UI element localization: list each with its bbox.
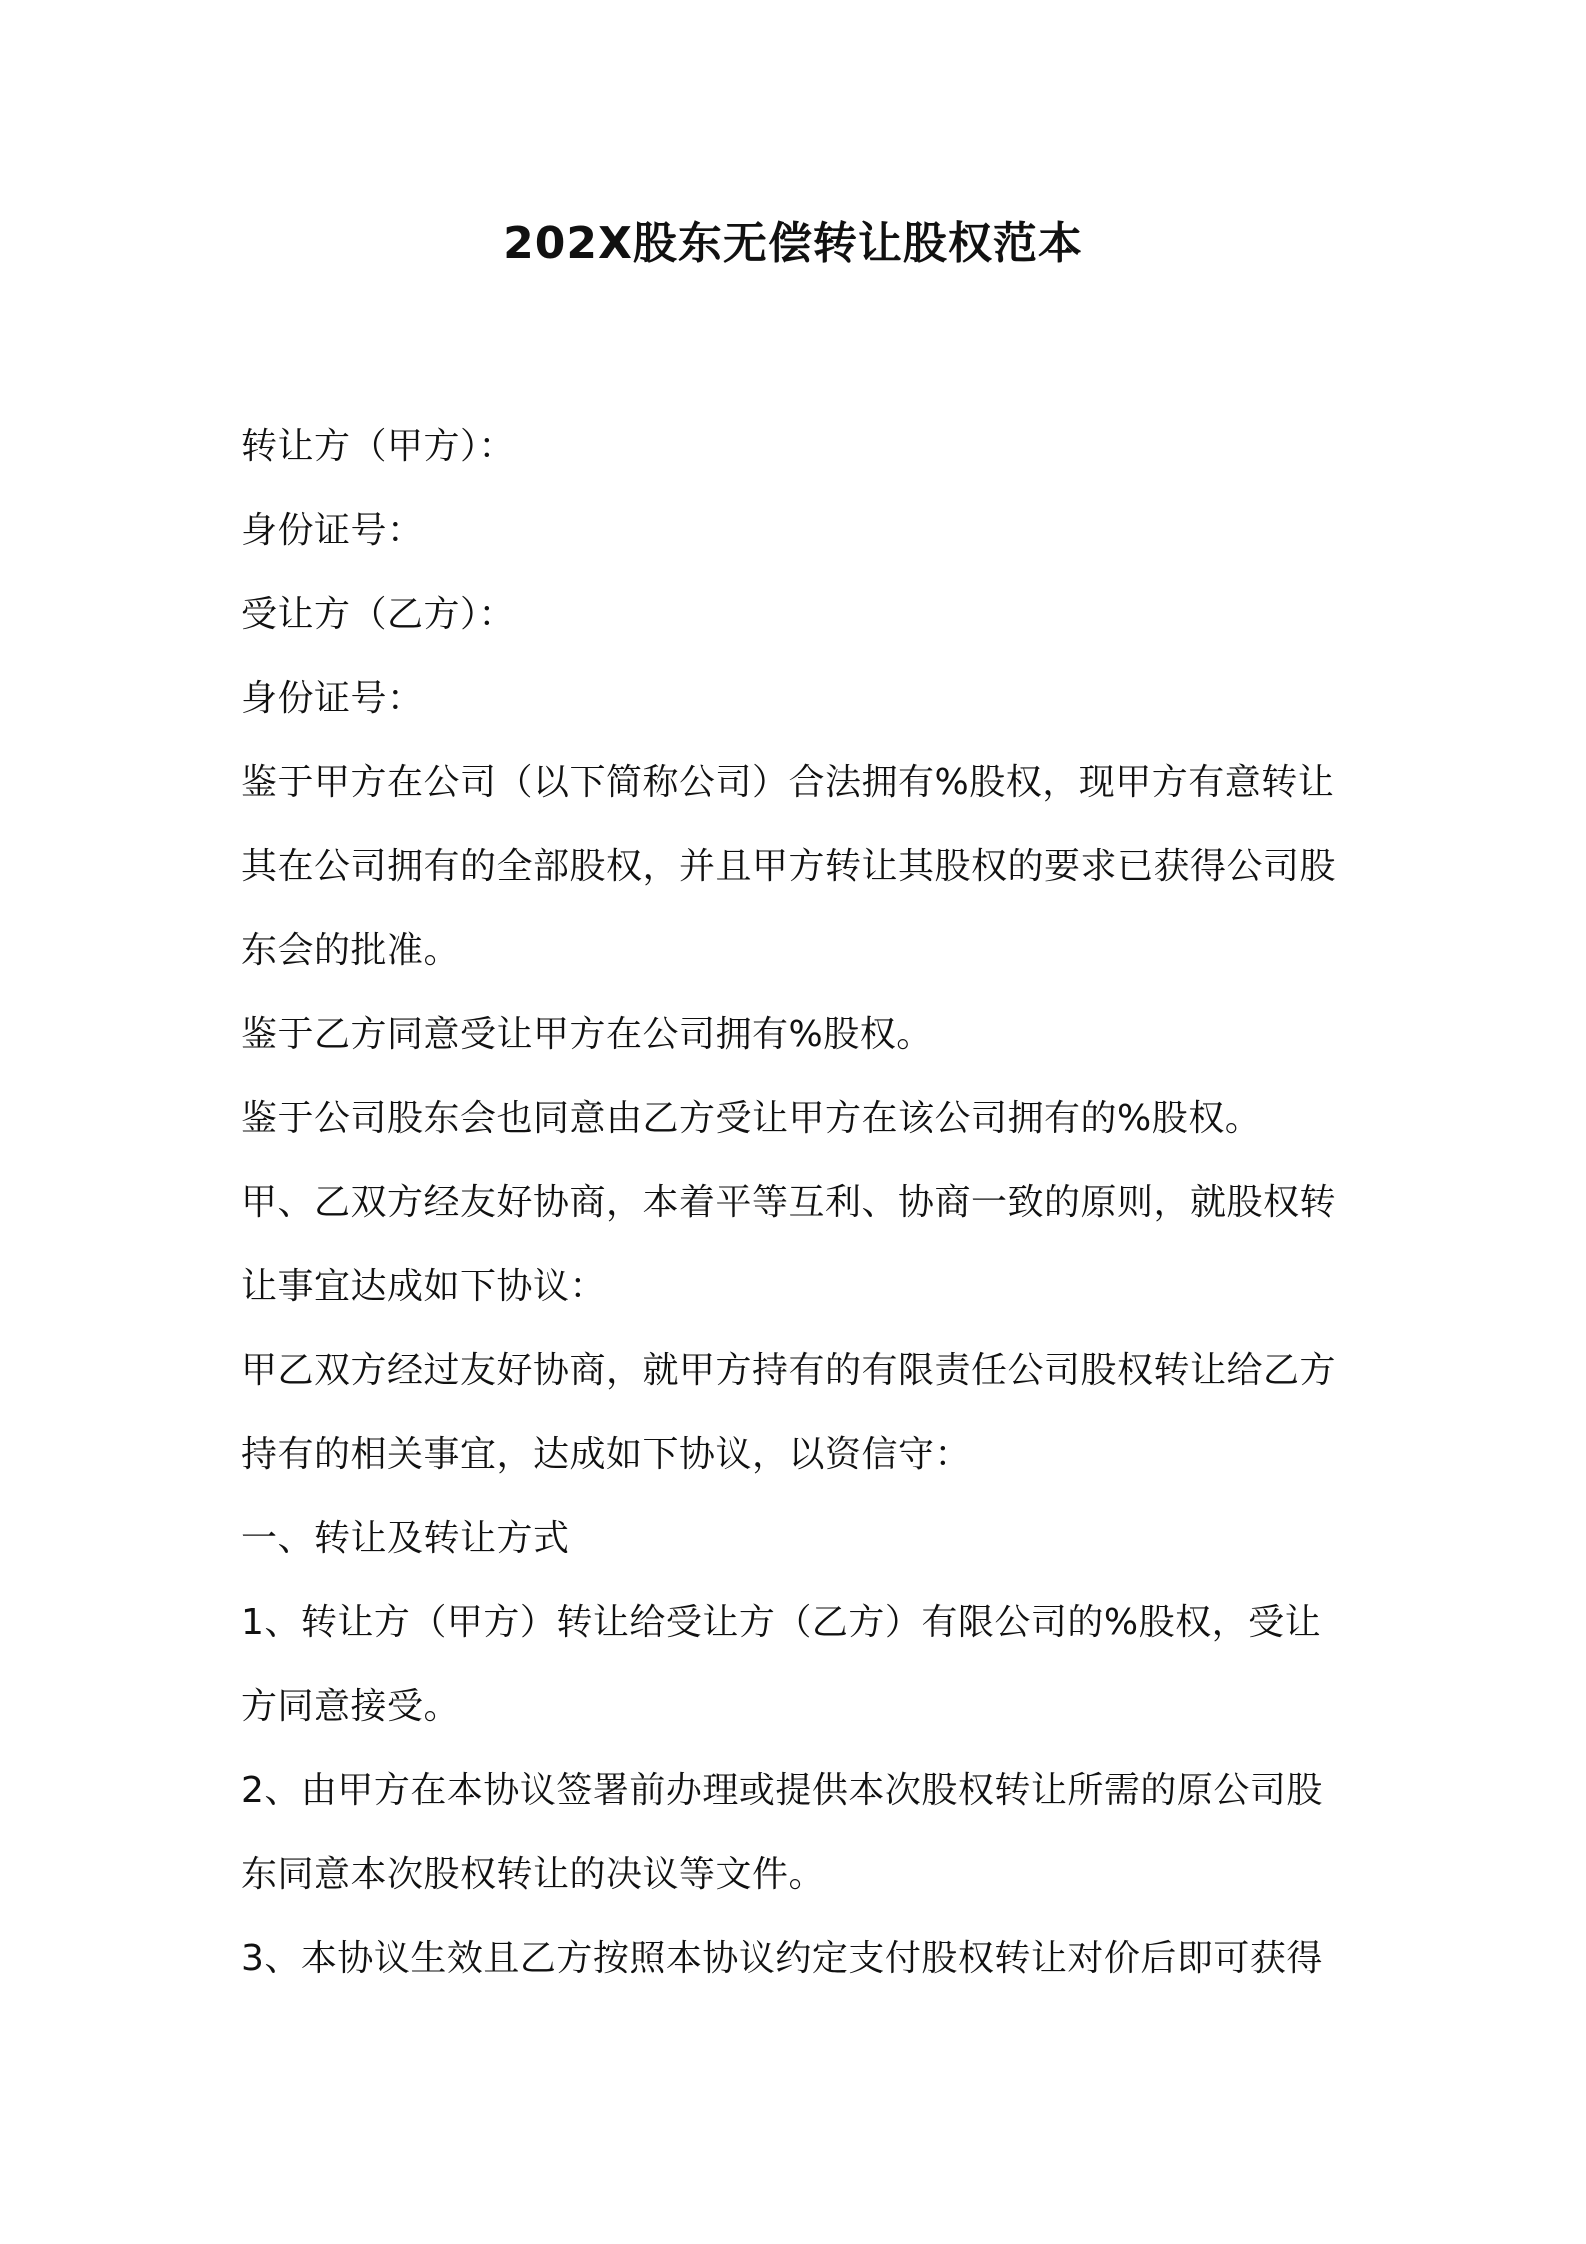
- section-1-heading: 一、转让及转让方式: [241, 1518, 570, 1559]
- document-body: [241, 405, 1361, 2001]
- negotiation-line-1: 甲、乙双方经友好协商，本着平等互利、协商一致的原则，就股权转: [241, 1182, 1337, 1223]
- negotiation-line-2: 让事宜达成如下协议：: [241, 1266, 607, 1307]
- agreement-intro-line-1: 甲乙双方经过友好协商，就甲方持有的有限责任公司股权转让给乙方: [241, 1350, 1337, 1391]
- recital-1-line-3: 东会的批准。: [241, 930, 461, 971]
- recital-2-line: 鉴于乙方同意受让甲方在公司拥有%股权。: [241, 1014, 933, 1055]
- recital-1-line-1: 鉴于甲方在公司（以下简称公司）合法拥有%股权，现甲方有意转让: [241, 762, 1335, 803]
- agreement-intro-line-2: 持有的相关事宜，达成如下协议，以资信守：: [241, 1434, 972, 1475]
- clause-1-line-2: 方同意接受。: [241, 1686, 461, 1727]
- transferor-line: 转让方（甲方）：: [241, 426, 516, 467]
- recital-3-line: 鉴于公司股东会也同意由乙方受让甲方在该公司拥有的%股权。: [241, 1098, 1262, 1139]
- transferor-id-line: 身份证号：: [241, 510, 424, 551]
- transferee-line: 受让方（乙方）：: [241, 594, 516, 635]
- transferee-id-line: 身份证号：: [241, 678, 424, 719]
- clause-2-line-2: 东同意本次股权转让的决议等文件。: [241, 1854, 826, 1895]
- recital-1-line-2: 其在公司拥有的全部股权，并且甲方转让其股权的要求已获得公司股: [241, 846, 1337, 887]
- clause-1-line-1: 1、转让方（甲方）转让给受让方（乙方）有限公司的%股权，受让: [241, 1602, 1322, 1643]
- clause-2-line-1: 2、由甲方在本协议签署前办理或提供本次股权转让所需的原公司股: [241, 1770, 1323, 1811]
- document-title: 202X股东无偿转让股权范本: [503, 218, 1083, 269]
- clause-3-line-1: 3、本协议生效且乙方按照本协议约定支付股权转让对价后即可获得: [241, 1938, 1323, 1979]
